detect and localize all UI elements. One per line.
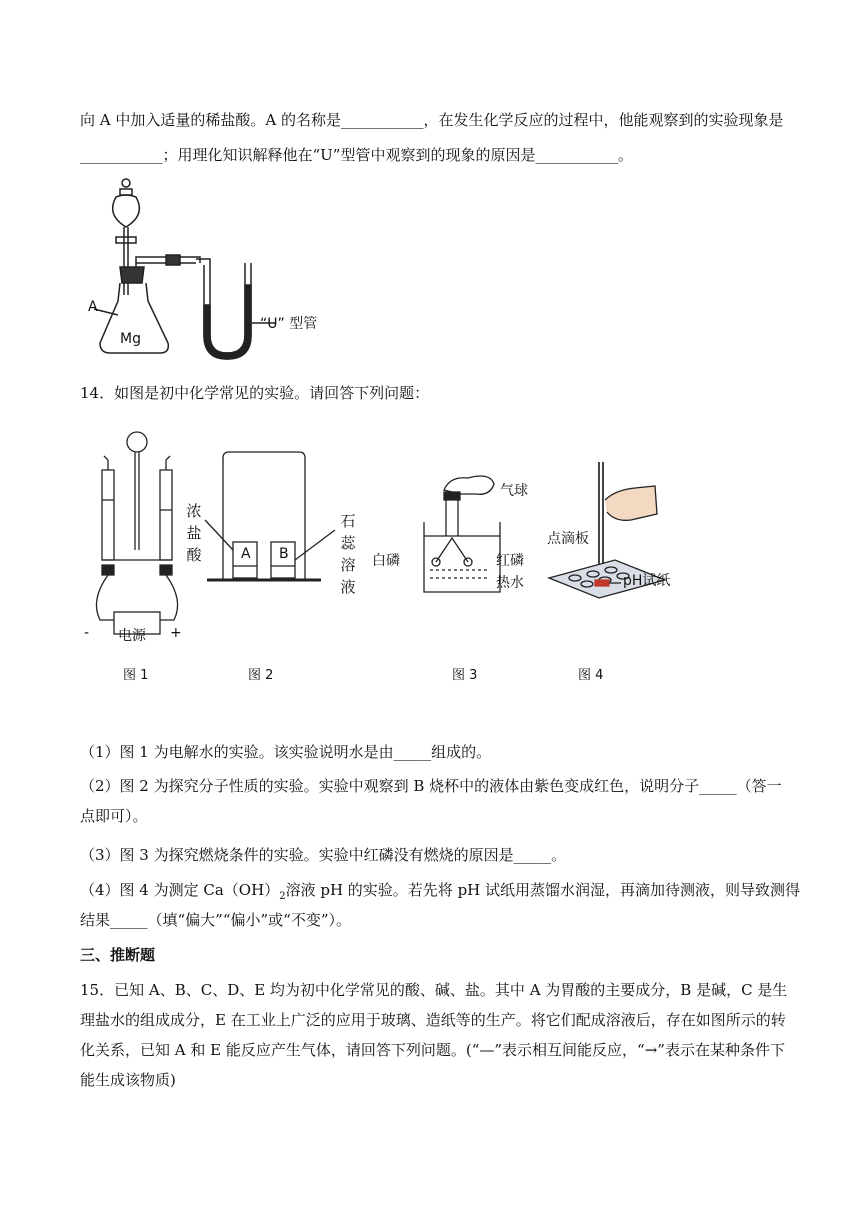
q15-line-1: 15．已知 A、B、C、D、E 均为初中化学常见的酸、碱、盐。其中 A 为胃酸的主要成分，B 是碱，C 是生 xyxy=(80,981,788,999)
q14-title: 14．如图是初中化学常见的实验。请回答下列问题： xyxy=(80,384,430,402)
q15-line-2: 理盐水的组成成分，E 在工业上广泛的应用于玻璃、造纸等的生产。将它们配成溶液后，存在如图所示的转 xyxy=(80,1011,786,1029)
power-source-label: 电源 xyxy=(118,628,146,644)
flask-u-tube-figure xyxy=(80,175,360,365)
figure-4-caption: 图 4 xyxy=(578,668,604,683)
figure-4-ph-test xyxy=(545,460,675,600)
q14-sub2-line1: （2）图 2 为探究分子性质的实验。实验中观察到 B 烧杯中的液体由紫色变成红色，说明分子_____（答一 xyxy=(80,777,782,795)
q15-line-4: 能生成该物质) xyxy=(80,1071,176,1089)
section-3-title: 三、推断题 xyxy=(80,946,156,964)
figure-3-caption: 图 3 xyxy=(452,668,478,683)
intro-line-1: 向 A 中加入适量的稀盐酸。A 的名称是___________，在发生化学反应的过程中，他能观察到的实验现象是 xyxy=(80,111,784,129)
label-mg: Mg xyxy=(120,331,141,347)
ph-paper-label: pH试纸 xyxy=(623,573,671,589)
figure-1-electrolysis xyxy=(80,430,190,650)
q14-sub4-subscript: 2 xyxy=(279,891,286,902)
q14-sub2-line2: 点即可）。 xyxy=(80,807,148,825)
beaker-a-label: A xyxy=(241,546,251,562)
label-u-tube: “U” 型管 xyxy=(260,316,318,332)
electrolysis-drawing xyxy=(80,430,190,650)
intro-line-2: ___________；用理化知识解释他在“U”型管中观察到的现象的原因是___________。 xyxy=(80,146,633,164)
figure-1-caption: 图 1 xyxy=(123,668,149,683)
spot-plate-label: 点滴板 xyxy=(547,531,589,547)
bell-jar-drawing xyxy=(185,450,365,600)
q14-sub4-post: 溶液 pH 的实验。若先将 pH 试纸用蒸馏水润湿，再滴加待测液，则导致测得 xyxy=(285,881,801,899)
hot-water-label: 热水 xyxy=(496,575,524,591)
red-phosphorus-label: 红磷 xyxy=(496,553,524,569)
plus-label: + xyxy=(170,625,182,641)
label-a: A xyxy=(88,299,98,315)
q15-line-3: 化关系，已知 A 和 E 能反应产生气体，请回答下列问题。(“—”表示相互间能反应，“→”表示在某种条件下 xyxy=(80,1041,785,1059)
figure-2-caption: 图 2 xyxy=(248,668,274,683)
white-phosphorus-label: 白磷 xyxy=(372,553,400,569)
q14-sub4-line1 xyxy=(80,880,800,907)
beaker-b-label: B xyxy=(279,546,289,562)
figure-2-molecules xyxy=(185,450,365,600)
conc-hcl-label: 浓盐酸 xyxy=(186,502,202,564)
q14-sub4-line2: 结果_____（填“偏大”“偏小”或“不变”）。 xyxy=(80,911,352,929)
q14-sub3: （3）图 3 为探究燃烧条件的实验。实验中红磷没有燃烧的原因是_____。 xyxy=(80,846,567,864)
q14-sub1: （1）图 1 为电解水的实验。该实验说明水是由_____组成的。 xyxy=(80,743,492,761)
litmus-label: 石蕊溶液 xyxy=(340,512,356,596)
balloon-label: 气球 xyxy=(500,483,528,499)
q14-sub4-pre: （4）图 4 为测定 Ca（OH） xyxy=(80,881,280,899)
minus-label: - xyxy=(84,625,90,641)
